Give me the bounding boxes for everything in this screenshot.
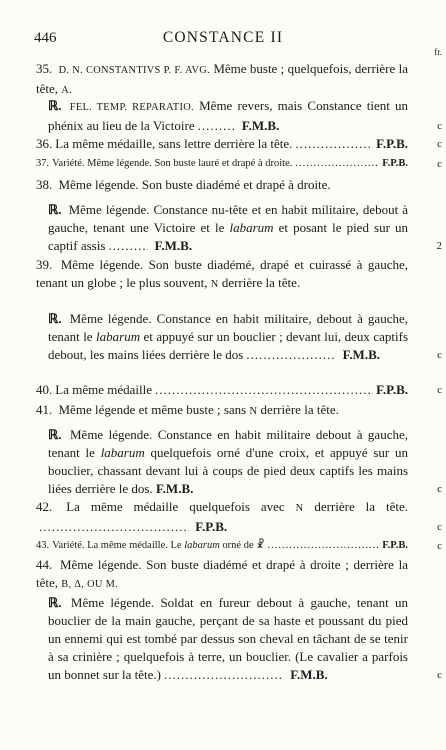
rarity: c	[437, 483, 442, 495]
entry-39-reverse	[48, 310, 442, 364]
entry-number: 36.	[36, 136, 53, 151]
field-mark: N	[249, 406, 258, 417]
page-number: 446	[34, 30, 57, 46]
italic-term: labarum	[184, 540, 220, 551]
entry-text: orné de ☧	[222, 540, 265, 551]
entry-text: Même buste ; quelquefois, derrière la tête,	[36, 61, 409, 96]
entry-text: La même médaille quelquefois avec	[66, 499, 285, 514]
field-mark: B, Δ, OU M.	[61, 579, 119, 590]
collection-ref: F.M.B.	[241, 118, 280, 133]
italic-term: labarum	[100, 445, 145, 460]
entry-text: Même légende. Constance en habit militaire, debout à gauche, tenant le	[48, 311, 408, 344]
entry-36	[36, 135, 442, 153]
entry-35	[36, 60, 408, 100]
entry-number: 39.	[36, 257, 53, 272]
entry-text: et posant le pied sur un captif assis	[48, 220, 409, 253]
leader-dots	[246, 346, 336, 364]
entry-text: Même légende. Soldat en fureur debout à gauche, tenant un bouclier de la main gauche, perçant de sa haste et poussant du pied un ennemi qui est tombé par dessus son cheval en tâchant de se tenir à sa crinière ; quelquefois à terre, un bouclier. (Le cavalier a parfois un bonnet sur la tête.)	[48, 595, 409, 682]
entry-number: 43.	[36, 540, 50, 551]
entry-text: derrière la tête.	[221, 275, 301, 290]
rarity: c	[437, 349, 442, 361]
leader-dots	[198, 117, 236, 135]
entry-39	[36, 256, 408, 294]
field-mark: N	[210, 279, 219, 290]
collection-ref: F.M.B.	[290, 667, 328, 682]
entry-number: 41.	[36, 402, 53, 417]
leader-dots	[108, 237, 148, 255]
collection-ref: F.P.B.	[195, 519, 228, 534]
entry-text: quelquefois orné d'une croix, et appuyé sur un bouclier, chassant devant lui à coups de pied deux captifs les mains liées derrière le dos.	[48, 445, 408, 496]
field-mark: N	[295, 503, 304, 514]
entry-38-reverse	[48, 201, 442, 255]
collection-ref: F.M.B.	[154, 238, 193, 253]
rarity: c	[437, 540, 442, 552]
italic-term: labarum	[229, 220, 274, 235]
entry-number: 42.	[36, 499, 53, 514]
entry-41	[36, 401, 408, 421]
entry-text: Même légende. Son buste diadémé, drapé et cuirassé à gauche, tenant un globe ; le plus souvent,	[36, 257, 408, 290]
reverse-mark: ℝ.	[48, 595, 62, 610]
legend-inscription: D. N. CONSTANTIVS P. F. AVG.	[58, 65, 210, 76]
collection-ref: F.P.B.	[376, 382, 408, 397]
entry-text: derrière la tête.	[260, 402, 339, 417]
entry-38	[36, 176, 408, 194]
rarity: c	[437, 138, 442, 150]
field-mark: A.	[61, 85, 72, 96]
reverse-mark: ℝ.	[48, 311, 62, 326]
rarity: 2	[436, 240, 442, 252]
entry-40	[36, 381, 442, 399]
entry-text: Même légende. Son buste diadémé et drapé à droite.	[58, 177, 331, 192]
rarity: c	[437, 120, 442, 132]
entry-42	[36, 498, 442, 536]
entry-text: La même médaille	[55, 382, 152, 397]
entry-44	[36, 556, 408, 594]
collection-ref: F.P.B.	[376, 136, 408, 151]
margin-mark: fr.	[434, 47, 442, 57]
leader-dots	[267, 537, 379, 555]
entry-number: 44.	[36, 557, 53, 572]
entry-number: 38.	[36, 177, 53, 192]
entry-text: Même légende et même buste ; sans	[58, 402, 247, 417]
entry-text: et appuyé sur un bouclier ; devant lui, deux captifs debout, les mains liées derrière le dos	[48, 329, 409, 362]
legend-inscription: FEL. TEMP. REPARATIO.	[69, 102, 194, 113]
rarity: c	[437, 158, 442, 170]
entry-37	[36, 155, 442, 173]
collection-ref: F.P.B.	[382, 540, 408, 551]
entry-number: 37.	[36, 158, 50, 169]
running-title: CONSTANCE II	[162, 29, 284, 46]
entry-number: 35.	[36, 61, 53, 76]
collection-ref: F.M.B.	[155, 481, 194, 496]
entry-44-reverse	[48, 594, 442, 684]
entry-text: Variété. Même légende. Son buste lauré et drapé à droite.	[52, 158, 293, 169]
entry-43	[36, 537, 442, 555]
entry-text: La même médaille, sans lettre derrière la tête.	[55, 136, 293, 151]
entry-41-reverse	[48, 426, 442, 498]
entry-text: Même revers, mais Constance tient un phénix au lieu de la Victoire	[48, 98, 409, 133]
rarity: c	[437, 521, 442, 533]
entry-text: Variété. La même médaille. Le	[52, 540, 182, 551]
collection-ref: F.M.B.	[342, 347, 381, 362]
leader-dots	[39, 518, 189, 536]
leader-dots	[164, 666, 284, 684]
reverse-mark: ℝ.	[48, 202, 62, 217]
entry-text: Même légende. Son buste diadémé et drapé à droite ; derrière la tête,	[36, 557, 408, 590]
entry-number: 40.	[36, 382, 53, 397]
entry-text: Même légende. Constance en habit militaire debout à gauche, tenant le	[48, 427, 408, 460]
entry-text: derrière la tête.	[314, 499, 408, 514]
italic-term: labarum	[96, 329, 141, 344]
rarity: c	[437, 669, 442, 681]
leader-dots	[295, 155, 379, 173]
reverse-mark: ℝ.	[48, 98, 62, 113]
entry-text: Même légende. Constance nu-tête et en habit militaire, debout à gauche, tenant une Victoire et le	[48, 202, 409, 235]
leader-dots	[295, 135, 373, 153]
rarity: c	[437, 384, 442, 396]
reverse-mark: ℝ.	[48, 427, 62, 442]
leader-dots	[155, 381, 373, 399]
collection-ref: F.P.B.	[382, 158, 408, 169]
entry-35-reverse	[48, 97, 442, 135]
